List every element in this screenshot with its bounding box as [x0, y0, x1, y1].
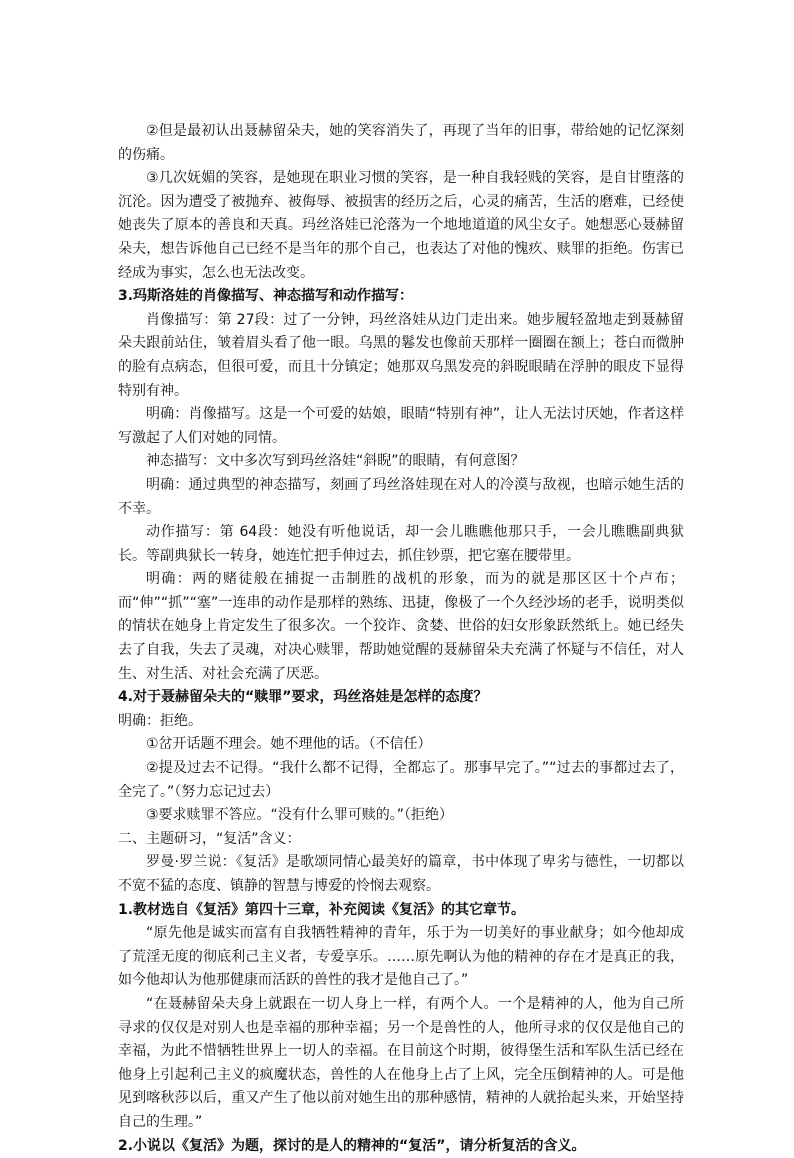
paragraph: ②但是最初认出聂赫留朵夫，她的笑容消失了，再现了当年的旧事，带给她的记忆深刻的伤痛。: [118, 123, 684, 163]
paragraph: 明确：拒绝。: [118, 712, 202, 729]
paragraph: 动作描写：第 64段：她没有听他说话，却一会儿瞧瞧他那只手，一会儿瞧瞧副典狱长。等副典狱长一转身，她连忙把手伸过去，抓住钞票，把它塞在腰带里。: [118, 524, 684, 564]
section-heading: 二、主题研习，“复活”含义：: [118, 830, 301, 847]
list-item: ②提及过去不记得。“我什么都不记得，全都忘了。那事早完了。”“过去的事都过去了，全完了。”（努力忘记过去）: [118, 760, 684, 800]
document-body: [118, 120, 684, 1158]
quote-paragraph: “在聂赫留朵夫身上就跟在一切人身上一样，有两个人。一个是精神的人，他为自己所寻求的仅仅是对别人也是幸福的那种幸福；另一个是兽性的人，他所寻求的仅仅是他自己的幸福，为此不惜牺牲世界上一切人的幸福。在目前这个时期，彼得堡生活和军队生活已经在他身上引起利己主义的疯魔状态，兽性的人在他身上占了上风，完全压倒精神的人。可是他见到喀秋莎以后，重又产生了他以前对她生出的那种感情，精神的人就抬起头来，开始坚持自己的生理。”: [118, 995, 684, 1130]
list-item: ③要求赎罪不答应。“没有什么罪可赎的。”（拒绝）: [146, 807, 454, 824]
paragraph: 明确：肖像描写。这是一个可爱的姑娘，眼睛“特别有神”，让人无法讨厌她，作者这样写激起了人们对她的同情。: [118, 406, 684, 446]
paragraph: 明确：通过典型的神态描写，刻画了玛丝洛娃现在对人的冷漠与敌视，也暗示她生活的不幸。: [118, 476, 684, 517]
paragraph: 明确：两的赌徒般在捕捉一击制胜的战机的形象，而为的就是那区区十个卢布；而“伸”“抓”“塞”一连串的动作是那样的熟练、迅捷，像极了一个久经沙场的老手，说明类似的情状在她身上肯定发生了很多次。一个狡诈、贪婪、世俗的妇女形象跃然纸上。她已经失去了自我，失去了灵魂，对决心赎罪，帮助她觉醒的聂赫留朵夫充满了怀疑与不信任，对人生、对生活、对社会充满了厌恶。: [118, 571, 684, 682]
section-heading: 4.对于聂赫留朵夫的“赎罪”要求，玛丝洛娃是怎样的态度？: [118, 689, 488, 706]
paragraph: 罗曼·罗兰说：《复活》是歌颂同情心最美好的篇章，书中体现了卑劣与德性，一切都以不宽不猛的态度、镇静的智慧与博爱的怜悯去观察。: [118, 854, 684, 894]
section-heading: 3.玛斯洛娃的肖像描写、神态描写和动作描写：: [118, 288, 414, 305]
section-heading: 2.小说以《复活》为题，探讨的是人的精神的“复活”，请分析复活的含义。: [118, 1137, 586, 1154]
paragraph: ③几次妩媚的笑容，是她现在职业习惯的笑容，是一种自我轻贱的笑容，是自甘堕落的沉沦。因为遭受了被抛弃、被侮辱、被损害的经历之后，心灵的痛苦，生活的磨难，已经使她丧失了原本的善良和天真。玛丝洛娃已沦落为一个地地道道的风尘女子。她想恶心聂赫留朵夫，想告诉他自己已经不是当年的那个自己，也表达了对他的愧疚、赎罪的拒绝。伤害已经成为事实，怎么也无法改变。: [118, 170, 684, 281]
paragraph: 肖像描写：第 27段：过了一分钟，玛丝洛娃从边门走出来。她步履轻盈地走到聂赫留朵夫跟前站住，皱着眉头看了他一眼。乌黑的鬈发也像前天那样一圈圈在额上；苍白而微肿的脸有点病态，但很可爱，而且十分镇定；她那双乌黑发亮的斜睨眼睛在浮肿的眼皮下显得特别有神。: [118, 311, 684, 399]
paragraph: 神态描写：文中多次写到玛丝洛娃“斜睨”的眼睛，有何意图？: [146, 453, 525, 470]
list-item: ①岔开话题不理会。她不理他的话。（不信任）: [146, 736, 432, 753]
quote-paragraph: “原先他是诚实而富有自我牺牲精神的青年，乐于为一切美好的事业献身；如今他却成了荒淫无度的彻底利己主义者，专爱享乐。……原先啊认为他的精神的存在才是真正的我，如今他却认为他那健康而活跃的兽性的我才是他自己了。”: [118, 925, 684, 989]
section-heading: 1.教材选自《复活》第四十三章，补充阅读《复活》的其它章节。: [118, 901, 526, 918]
